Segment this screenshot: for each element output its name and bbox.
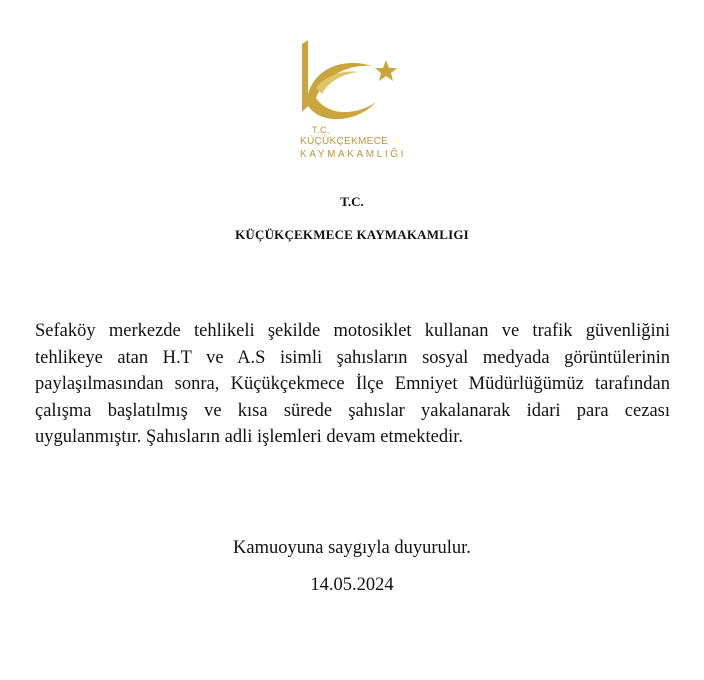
crescent-star-icon (286, 36, 422, 128)
header-office-title: KÜÇÜKÇEKMECE KAYMAKAMLIGI (235, 227, 469, 242)
announcement-paragraph: Sefaköy merkezde tehlikeli şekilde motosiklet kullanan ve trafik güvenliğini tehlikeye atan H.T ve A.S isimli şahısların sosyal medyada görüntülerinin paylaşılmasından sonra, Küçükçekmece İlçe Emniyet Müdürlüğümüz tarafından çalışma başlatılmış ve kısa sürede şahıslar yakalanarak idari para cezası uygulanmıştır. Şahısların adli işlemleri devam etmektedir. (35, 321, 670, 447)
logo-office-text: KAYMAKAMLIĞI (300, 149, 407, 160)
closing-statement: Kamuoyuna saygıyla duyurulur. (233, 538, 471, 558)
header-tc: T.C. (340, 194, 364, 209)
logo-tc-text: T.C. (312, 125, 331, 135)
kaymakamlik-logo (286, 36, 422, 160)
logo-district-text: KÜÇÜKÇEKMECE (300, 136, 389, 147)
announcement-date: 14.05.2024 (310, 575, 394, 595)
